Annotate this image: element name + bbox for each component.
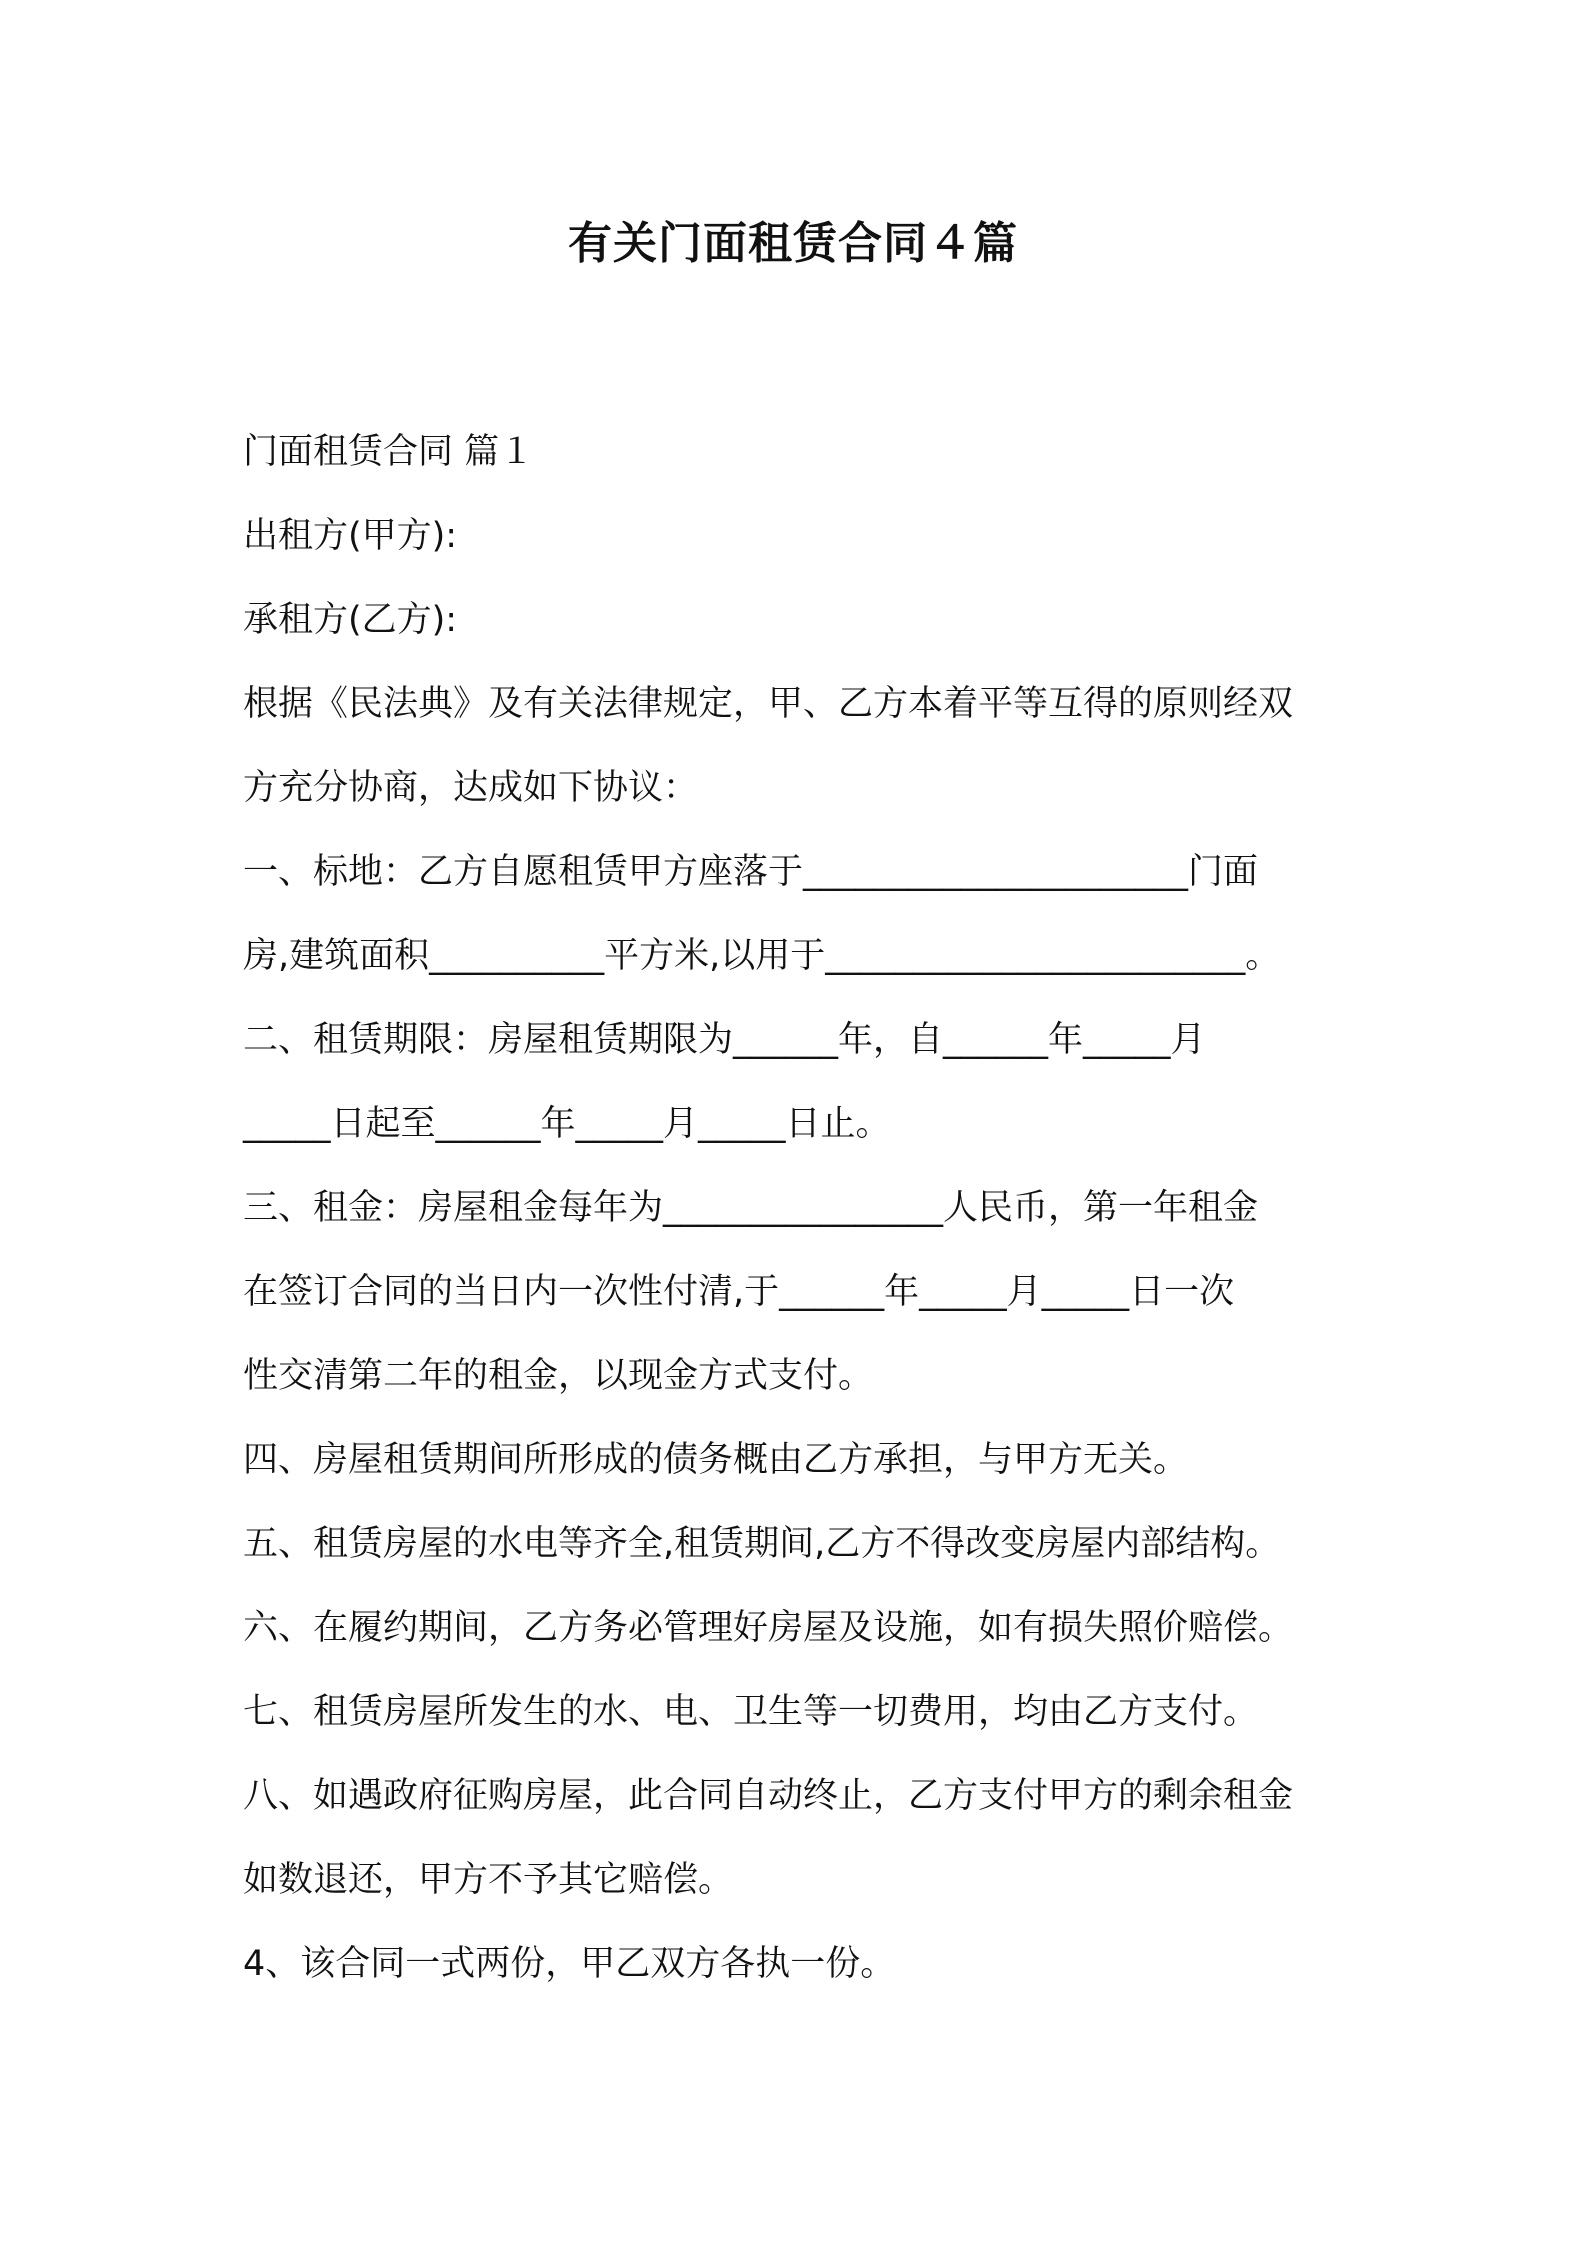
clause-line: 七、租赁房屋所发生的水、电、卫生等一切费用，均由乙方支付。: [243, 1692, 1259, 1732]
preamble-line: 根据《民法典》及有关法律规定，甲、乙方本着平等互得的原则经双: [243, 684, 1294, 724]
document-body: [243, 410, 1363, 2006]
clause-line: 4、该合同一式两份，甲乙双方各执一份。: [243, 1944, 896, 1984]
clause-line: 在签订合同的当日内一次性付清,于______年_____月_____日一次: [243, 1272, 1235, 1312]
clause-line: 六、在履约期间，乙方务必管理好房屋及设施，如有损失照价赔偿。: [243, 1608, 1294, 1648]
clause-line: 八、如遇政府征购房屋，此合同自动终止，乙方支付甲方的剩余租金: [243, 1776, 1294, 1816]
clause-line: 二、租赁期限：房屋租赁期限为______年，自______年_____月: [243, 1020, 1206, 1060]
preamble-line: 方充分协商，达成如下协议：: [243, 768, 699, 808]
clause-line: 四、房屋租赁期间所形成的债务概由乙方承担，与甲方无关。: [243, 1440, 1189, 1480]
document-title: 有关门面租赁合同４篇: [568, 218, 1018, 269]
clause-line: 五、租赁房屋的水电等齐全,租赁期间,乙方不得改变房屋内部结构。: [243, 1524, 1281, 1564]
clause-line: 如数退还，甲方不予其它赔偿。: [243, 1860, 734, 1900]
clause-line: 房,建筑面积__________平方米,以用于________________________。: [243, 936, 1281, 976]
lessor-line: 出租方(甲方):: [243, 516, 458, 556]
clause-line: _____日起至______年_____月_____日止。: [243, 1104, 891, 1144]
lessee-line: 承租方(乙方):: [243, 600, 458, 640]
section-heading: 门面租赁合同 篇１: [243, 432, 535, 472]
clause-line: 性交清第二年的租金，以现金方式支付。: [243, 1356, 874, 1396]
clause-line: 一、标地：乙方自愿租赁甲方座落于______________________门面: [243, 852, 1259, 892]
clause-line: 三、租金：房屋租金每年为________________人民币，第一年租金: [243, 1188, 1259, 1228]
